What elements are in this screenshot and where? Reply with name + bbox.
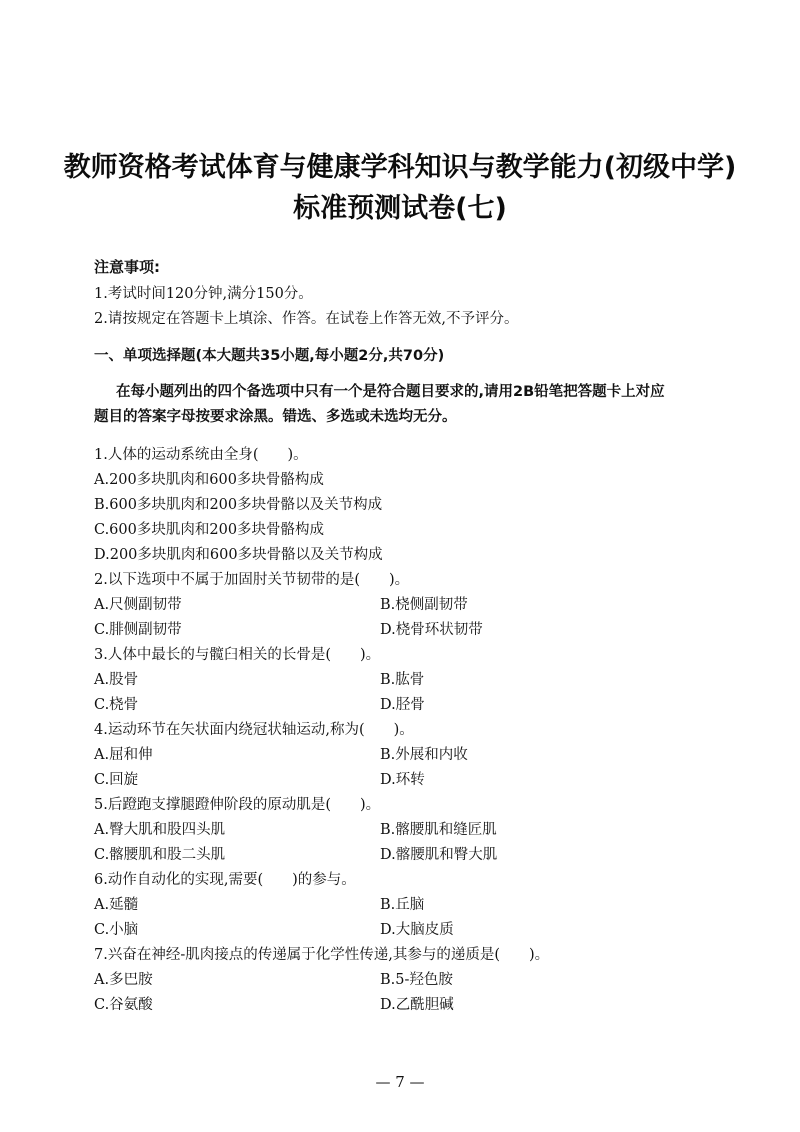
question-1-option-d: D.200多块肌肉和600多块骨骼以及关节构成 <box>94 547 383 563</box>
question-1-option-c: C.600多块肌肉和200多块骨骼构成 <box>94 522 325 538</box>
question-4-option-c: C.回旋 <box>94 772 139 788</box>
question-5-option-d: D.髂腰肌和臀大肌 <box>380 847 498 863</box>
question-2-stem: 2.以下选项中不属于加固肘关节韧带的是( )。 <box>94 572 410 588</box>
question-5-option-b: B.髂腰肌和缝匠肌 <box>380 822 497 838</box>
question-1-option-a: A.200多块肌肉和600多块骨骼构成 <box>94 472 324 488</box>
question-6-option-b: B.丘脑 <box>380 897 425 913</box>
page-number: — 7 — <box>375 1073 425 1091</box>
question-2-option-d: D.桡骨环状韧带 <box>380 622 483 638</box>
question-3-option-b: B.肱骨 <box>380 672 425 688</box>
exam-title-line-1: 教师资格考试体育与健康学科知识与教学能力(初级中学) <box>63 152 737 183</box>
question-1-stem: 1.人体的运动系统由全身( )。 <box>94 447 308 463</box>
section-instruction-line-1: 在每小题列出的四个备选项中只有一个是符合题目要求的,请用2B铅笔把答题卡上对应 <box>116 384 665 400</box>
question-4-option-d: D.环转 <box>380 772 425 788</box>
question-3-option-d: D.胫骨 <box>380 697 425 713</box>
question-2-option-a: A.尺侧副韧带 <box>94 597 182 613</box>
question-4-option-b: B.外展和内收 <box>380 747 468 763</box>
question-7-option-d: D.乙酰胆碱 <box>380 997 454 1013</box>
question-3-option-c: C.桡骨 <box>94 697 139 713</box>
question-1-option-b: B.600多块肌肉和200多块骨骼以及关节构成 <box>94 497 383 513</box>
question-5-stem: 5.后蹬跑支撑腿蹬伸阶段的原动肌是( )。 <box>94 797 381 813</box>
question-2-option-b: B.桡侧副韧带 <box>380 597 468 613</box>
section-heading: 一、单项选择题(本大题共35小题,每小题2分,共70分) <box>94 348 445 364</box>
question-5-option-a: A.臀大肌和股四头肌 <box>94 822 226 838</box>
question-4-option-a: A.屈和伸 <box>94 747 153 763</box>
question-6-stem: 6.动作自动化的实现,需要( )的参与。 <box>94 872 356 888</box>
question-3-stem: 3.人体中最长的与髋臼相关的长骨是( )。 <box>94 647 381 663</box>
question-6-option-c: C.小脑 <box>94 922 139 938</box>
notice-heading: 注意事项: <box>94 258 160 276</box>
question-7-option-c: C.谷氨酸 <box>94 997 153 1013</box>
question-7-option-a: A.多巴胺 <box>94 972 153 988</box>
question-7-option-b: B.5-羟色胺 <box>380 972 453 988</box>
question-6-option-a: A.延髓 <box>94 897 139 913</box>
question-4-stem: 4.运动环节在矢状面内绕冠状轴运动,称为( )。 <box>94 722 414 738</box>
question-7-stem: 7.兴奋在神经-肌肉接点的传递属于化学性传递,其参与的递质是( )。 <box>94 947 550 963</box>
section-instruction-line-2: 题目的答案字母按要求涂黑。错选、多选或未选均无分。 <box>94 409 457 425</box>
notice-item: 2.请按规定在答题卡上填涂、作答。在试卷上作答无效,不予评分。 <box>94 311 519 327</box>
question-5-option-c: C.髂腰肌和股二头肌 <box>94 847 226 863</box>
notice-item: 1.考试时间120分钟,满分150分。 <box>94 286 313 302</box>
question-6-option-d: D.大脑皮质 <box>380 922 454 938</box>
exam-title-line-2: 标准预测试卷(七) <box>293 193 507 224</box>
question-2-option-c: C.腓侧副韧带 <box>94 622 182 638</box>
question-3-option-a: A.股骨 <box>94 672 139 688</box>
